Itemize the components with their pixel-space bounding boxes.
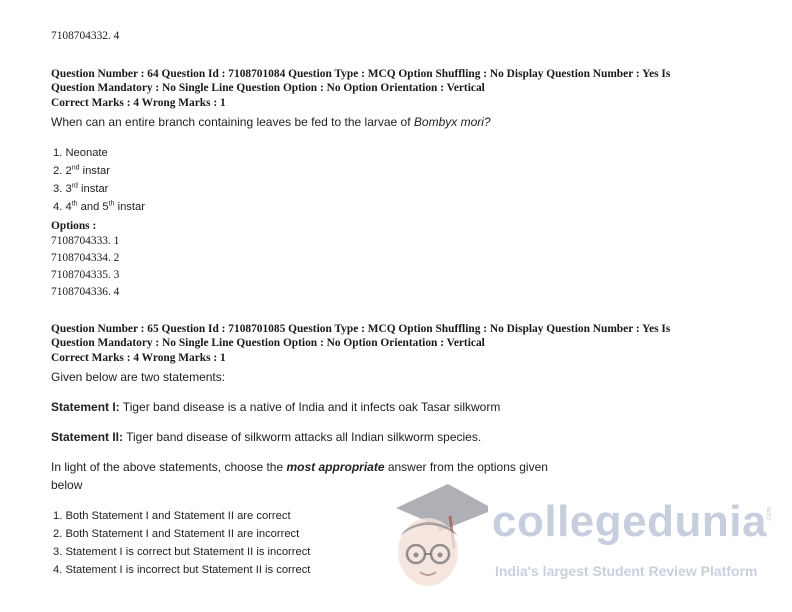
q64-choice-1: 1. Neonate <box>53 147 108 159</box>
q65-choice-list <box>53 507 310 579</box>
mascot-logo-icon <box>388 478 492 596</box>
q64-option-id-2: 7108704334. 2 <box>51 252 120 264</box>
q65-intro: Given below are two statements: <box>51 370 226 384</box>
emphasis-most-appropriate: most appropriate <box>286 460 385 474</box>
watermark-domain: .com <box>766 506 773 522</box>
q64-option-id-3: 7108704335. 3 <box>51 269 120 281</box>
q64-question-text <box>51 114 491 131</box>
q64-question-species: Bombyx mori? <box>413 115 491 129</box>
q65-marks: Correct Marks : 4 Wrong Marks : 1 <box>51 352 226 364</box>
q65-instruction: In light of the above statements, choose the most appropriate answer from the options given <box>51 460 548 474</box>
watermark-brand: collegedunia <box>492 497 767 546</box>
statement-2-text: Tiger band disease of silkworm attacks all Indian silkworm species. <box>123 430 482 444</box>
q64-option-id-1: 7108704333. 1 <box>51 235 120 247</box>
q64-choice-2: 2. 2nd instar <box>53 164 110 177</box>
q64-options-label: Options : <box>51 220 97 232</box>
watermark-tagline: India's largest Student Review Platform <box>495 563 758 579</box>
q65-choice-1: 1. Both Statement I and Statement II are correct <box>53 510 291 522</box>
q64-choice-list <box>53 144 145 216</box>
q64-meta-line2: Question Mandatory : No Single Line Question Option : No Option Orientation : Vertical <box>51 82 485 94</box>
q65-statement-1 <box>51 399 500 416</box>
q64-choice-4: 4. 4th and 5th instar <box>53 200 145 213</box>
q64-marks: Correct Marks : 4 Wrong Marks : 1 <box>51 97 226 109</box>
q65-meta-line1: Question Number : 65 Question Id : 7108701085 Question Type : MCQ Option Shuffling : No Display Question Number : Yes Is <box>51 323 671 335</box>
q65-meta-line2: Question Mandatory : No Single Line Question Option : No Option Orientation : Vertical <box>51 337 485 349</box>
statement-2-label: Statement II: <box>51 430 124 444</box>
q65-choice-3: 3. Statement I is correct but Statement II is incorrect <box>53 546 311 558</box>
q65-instruction-line2: below <box>51 478 83 492</box>
statement-1-text: Tiger band disease is a native of India and it infects oak Tasar silkworm <box>119 400 501 414</box>
previous-option-id: 7108704332. 4 <box>51 30 120 42</box>
q65-choice-4: 4. Statement I is incorrect but Statement II is correct <box>53 564 311 576</box>
q64-question-main: When can an entire branch containing leaves be fed to the larvae of <box>51 115 414 129</box>
statement-1-label: Statement I: <box>51 400 120 414</box>
q65-statement-2 <box>51 429 481 446</box>
q64-choice-3: 3. 3rd instar <box>53 182 109 195</box>
q64-option-id-4: 7108704336. 4 <box>51 286 120 298</box>
q65-choice-2: 2. Both Statement I and Statement II are incorrect <box>53 528 300 540</box>
q64-meta-line1: Question Number : 64 Question Id : 7108701084 Question Type : MCQ Option Shuffling : No Display Question Number : Yes Is <box>51 68 671 80</box>
